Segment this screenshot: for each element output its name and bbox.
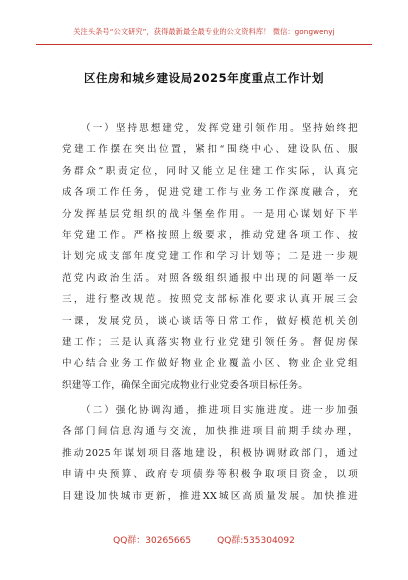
document-title: 区住房和城乡建设局2025年度重点工作计划 [83, 71, 325, 85]
paragraph-line: （一）坚持思想建党，发挥党建引领作用。坚持始终把 [81, 123, 358, 134]
section-party-building [62, 118, 358, 396]
paragraph-line: 目建设加快城市更新，推进XX城区高质量发展。加快推进 [62, 490, 358, 502]
paragraph-line: 务群众”职责定位，同时又能立足住建工作实际，认真完 [62, 165, 358, 177]
paragraph-line: （二）强化协调沟通，推进项目实施进度。进一步加强 [81, 405, 358, 416]
paragraph-line: 推动2025年谋划项目落地建设，积极协调财政部门，通过 [62, 447, 358, 459]
paragraph-line: 成各项工作任务，促进党建工作与业务工作深度融合，充 [62, 187, 358, 199]
paragraph-line: 中心结合业务工作做好物业企业覆盖小区、物业企业党组 [62, 358, 358, 370]
footer-qq-group-2: QQ群:535304092 [217, 536, 295, 546]
paragraph-line: 一课，发展党员，谈心谈话等日常工作，做好模范机关创 [62, 315, 358, 327]
footer-qq-group-1: QQ群：30265665 [113, 536, 192, 546]
paragraph-line: 分发挥基层党组织的战斗堡垒作用。一是用心谋划好下半 [62, 208, 358, 220]
paragraph-line: 计划完成支部年度党建工作和学习计划等；二是进一步规 [62, 251, 358, 263]
paragraph-line: 织建等工作，确保全面完成物业行业党委各项目标任务。 [62, 379, 309, 391]
section-project-coordination [62, 400, 358, 507]
paragraph-line: 范党内政治生活。对照各级组织通报中出现的问题举一反 [62, 272, 358, 284]
paragraph-line: 建工作；三是认真落实物业行业党建引领任务。督促房保 [62, 336, 358, 348]
footer-contact [0, 533, 408, 546]
paragraph-line: 年党建工作。严格按照上级要求，推动党建各项工作、按 [62, 229, 358, 241]
paragraph-line: 三，进行整改规范。按照党支部标准化要求认真开展三会 [62, 294, 358, 306]
paragraph-line: 各部门间信息沟通与交流，加快推进项目前期手续办理， [62, 426, 358, 438]
header-notice: 关注头条号“公文研究”，获得最新最全最专业的公文资料库！ 微信：gongwenyj [73, 27, 335, 36]
header-divider [36, 44, 372, 45]
paragraph-line: 申请中央预算、政府专项债券等积极争取项目资金，以项 [62, 469, 358, 481]
paragraph-line: 党建工作摆在突出位置，紧扣“围绕中心、建设队伍、服 [62, 144, 358, 156]
